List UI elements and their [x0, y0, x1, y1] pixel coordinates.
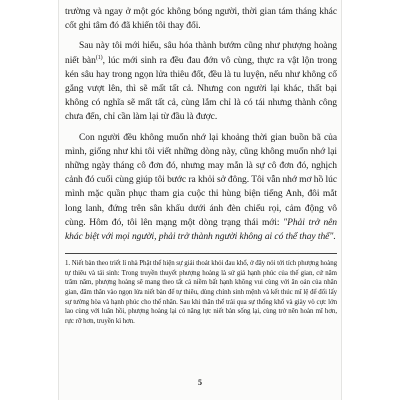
footnote-divider [65, 253, 337, 254]
italic-quote: "Phải trở nên khác biệt với mọi người, phải trở thành người không ai có thể thay thế" [65, 217, 338, 243]
book-page [59, 0, 341, 400]
paragraph-2-text-end: , lúc mới sinh ra đều đau đớn vô cùng, thực ra vật lộn trong kén sâu hay trong ngọn lửa thiêu đốt, đều là tu luyện, nếu như không cố gắng vượt lên, thì sẽ mất tất cả. Nhưng con người lại khác, thất bại không có nghĩa sẽ mất tất cả, cùng lắm chỉ là có tái nhưng thành công chưa đến, chỉ cần làm lại từ đầu là được. [65, 55, 338, 123]
paragraph-3-text-start: Con người đều không muốn nhớ lại khoảng thời gian buồn bã của mình, giống như khi tôi viết những dòng này, cũng không muốn nhớ lại những ngày tháng cô đơn đó, nhưng may mắn là sự cô đơn đó, nghịch cảnh đó cuối cùng giúp tôi bước ra khỏi sở đông. Tôi vẫn nhớ mơ hồ lúc mình mặc quần phục tham gia cuộc thi hùng biện tiếng Anh, đôi mắt long lanh, đứng trên sân khấu dưới ánh đèn chiếu rọi, cảm động vô cùng. Hôm đó, tôi lên mạng một dòng trạng thái mới: [65, 132, 337, 228]
paragraph-3 [65, 131, 337, 245]
paragraph-3-text-end: . [333, 232, 336, 243]
footnote-reference[interactable]: (1) [95, 54, 103, 61]
paragraph-2-text-start: Sau này tôi mới hiểu, sâu hóa thành bướm cũng như phượng hoàng niết bàn [65, 41, 337, 66]
paragraph-2 [65, 39, 337, 124]
footnote: 1. Niết bàn theo triết lí nhà Phật thể hiện sự giải thoát khỏi đau khổ, ở đây nói tới tích phượng hoàng tự thiêu và tái sinh: Trong truyền thuyết phượng hoàng là sứ giả hạnh phúc của thế gian, cứ năm trăm năm, phượng hoàng sẽ mang theo tất cả niềm bất hạnh không vui cùng với ân oán của nhân gian, đâm thân vào ngọn lửa niết bàn để tự thiêu, dùng chính sinh mệnh và kết thúc mĩ lệ để đổi lấy sự tường hòa và hạnh phúc cho thế nhân. Sau khi thân thể trải qua sự thống khổ và giày vò cực lớn lao cùng với luân hồi, phượng hoàng lại có năng lực niết bàn sống lại, cùng trở nên hoàn mĩ hơn, rực rỡ hơn, truyền kì hơn. [65, 260, 337, 325]
paragraph-1: trường và ngay ở một góc không bóng người, thời gian tám tháng khác cốt ghi tâm đó đã khiến tôi thay đổi. [65, 7, 337, 32]
page-number: 5 [198, 378, 202, 387]
